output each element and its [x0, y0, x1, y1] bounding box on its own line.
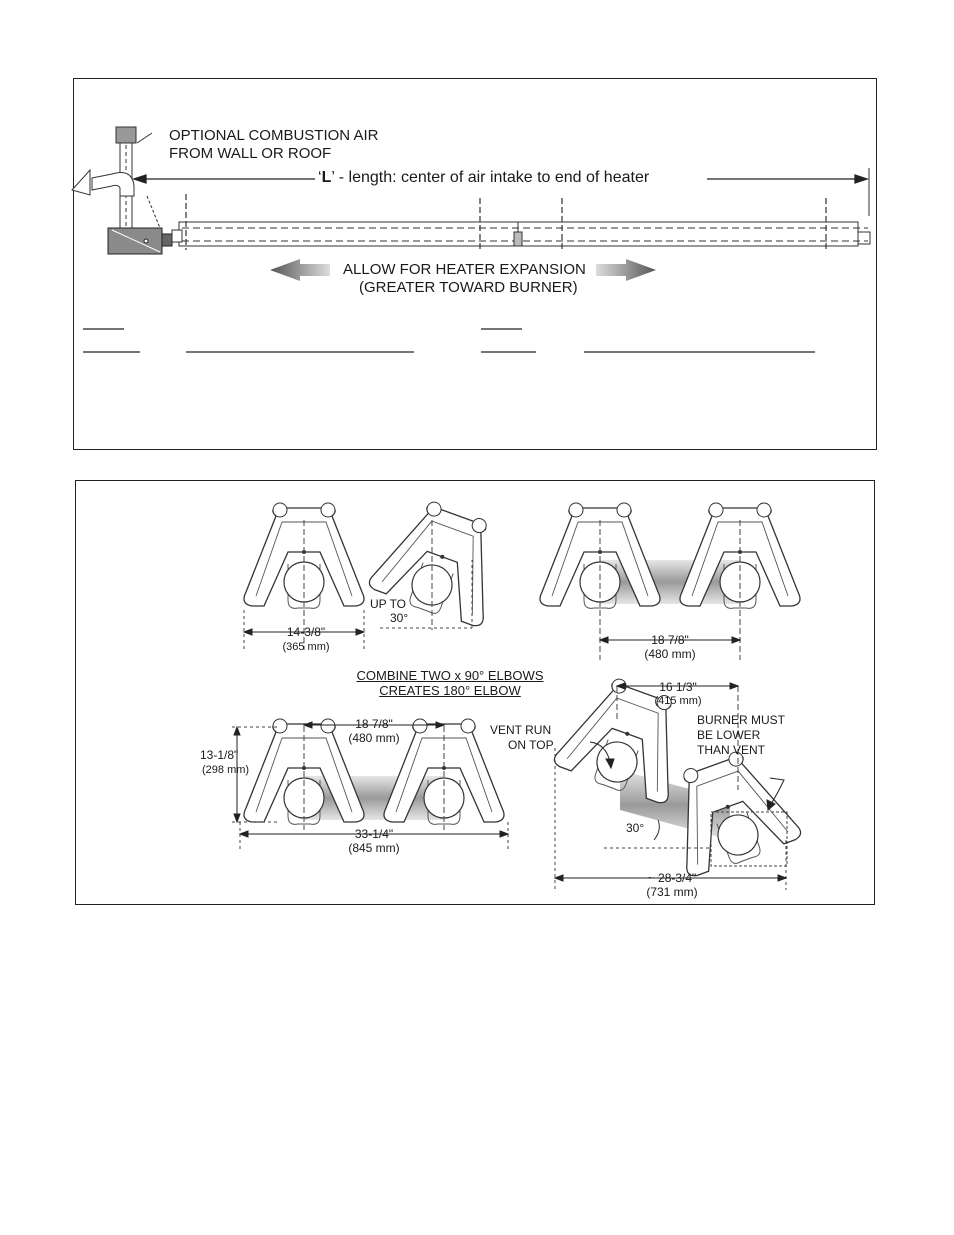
height-label: 13-1/8": [200, 748, 239, 762]
length-label-bold: L: [321, 169, 332, 186]
pair-top-width-mm: (480 mm): [644, 647, 696, 661]
single-width-label: [266, 626, 346, 639]
pair-top-width: 18 7/8": [651, 633, 689, 647]
connecting-tube: [600, 560, 740, 604]
vent-run-line2: ON TOP: [508, 738, 554, 752]
connecting-tube-180: [304, 776, 444, 820]
overall-width: 33-1/4": [354, 827, 394, 841]
air-note-line2: FROM WALL OR ROOF: [169, 145, 332, 162]
burner-line1: BURNER MUST: [697, 713, 786, 727]
single-width-mm: (365 mm): [282, 641, 330, 653]
offset-spacing-mm: (415 mm): [654, 695, 702, 707]
vent-run-line1: VENT RUN: [490, 723, 552, 737]
angle-label: 30°: [626, 821, 645, 835]
offset-overall-mm: (731 mm): [646, 885, 698, 899]
air-note-line1: OPTIONAL COMBUSTION AIR: [169, 127, 379, 144]
pair-bottom-spacing: 18 7/8": [355, 717, 393, 731]
overall-width-mm: (845 mm): [348, 841, 400, 855]
expansion-line1: ALLOW FOR HEATER EXPANSION: [343, 261, 586, 278]
expansion-line2: (GREATER TOWARD BURNER): [359, 279, 578, 296]
length-label-rest: ’ - length: center of air intake to end of heater: [331, 169, 650, 186]
pair-bottom-spacing-mm: (480 mm): [348, 731, 400, 745]
height-mm: (298 mm): [202, 764, 250, 776]
single-width: 14-3/8": [286, 625, 326, 639]
combine-line1: COMBINE TWO x 90° ELBOWS: [356, 668, 544, 683]
combine-line2: CREATES 180° ELBOW: [379, 683, 521, 698]
burner-line3: THAN VENT: [697, 743, 766, 757]
burner-line2: BE LOWER: [697, 728, 761, 742]
length-label-prefix: ‘: [318, 169, 322, 186]
tilt-label-line2: 30°: [390, 611, 409, 625]
offset-spacing: 16 1/3": [659, 680, 697, 694]
offset-overall: ~ 28-3/4": [647, 871, 697, 885]
tilt-label-line1: UP TO: [370, 597, 407, 611]
